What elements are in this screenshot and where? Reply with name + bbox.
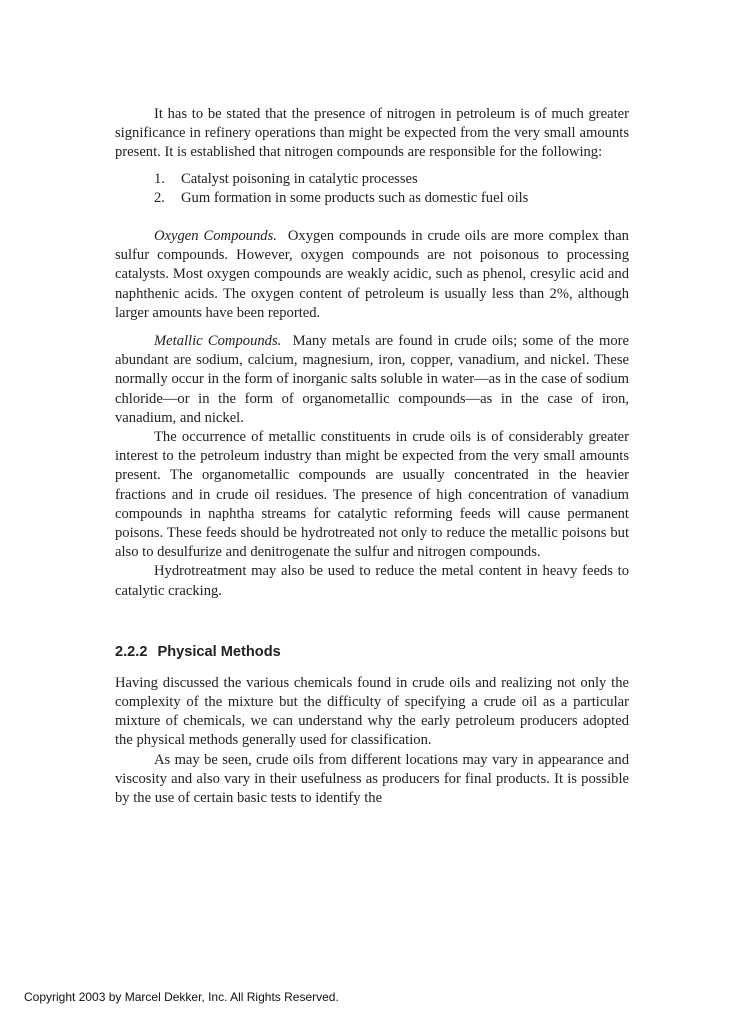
intro-paragraph: It has to be stated that the presence of nitrogen in petroleum is of much greater significance in refinery operations than might be expected from the very small amounts present. It is established that nitrogen compounds are responsible for the following: [115,106,629,161]
section-heading [115,643,629,662]
physical-methods-paragraph: Having discussed the various chemicals found in crude oils and realizing not only the complexity of the mixture but the difficulty of specifying a crude oil as a particular mixture of chemicals, we can understand why the early petroleum producers adopted the physical methods generally used for classification. [115,674,629,749]
oxygen-compounds-text: Oxygen compounds in crude oils are more complex than sulfur compounds. However, oxygen compounds are not poisonous to processing catalysts. Most oxygen compounds are weakly acidic, such as phenol, cresylic acid and naphthenic acids. The oxygen content of petroleum is usually less than 2%, although larger amounts have been reported. [115,228,629,321]
oxygen-compounds-heading: Oxygen Compounds. [154,228,277,245]
metallic-compounds-heading: Metallic Compounds. [154,333,282,350]
section-number: 2.2.2 [115,643,148,660]
oxygen-compounds-paragraph [115,227,629,323]
page-body [115,105,629,808]
hydrotreatment-paragraph: Hydrotreatment may also be used to reduce the metal content in heavy feeds to catalytic cracking. [115,563,629,599]
list-item [115,189,629,208]
list-item-number: 1. [154,170,165,187]
list-item-text: Catalyst poisoning in catalytic processes [181,170,418,187]
section-title: Physical Methods [157,643,281,660]
nitrogen-effects-list [115,170,629,208]
list-item-number: 2. [154,189,165,206]
copyright-footer: Copyright 2003 by Marcel Dekker, Inc. All Rights Reserved. [24,990,339,1004]
metallic-occurrence-paragraph: The occurrence of metallic constituents in crude oils is of considerably greater interest to the petroleum industry than might be expected from the very small amounts present. The organometallic compounds are usually concentrated in the heavier fractions and in crude oil residues. The presence of high concentration of vanadium compounds in naphtha streams for catalytic reforming feeds will cause permanent poisons. These feeds should be hydrotreated not only to reduce the metallic poisons but also to desulfurize and denitrogenate the sulfur and nitrogen compounds. [115,429,629,561]
list-item-text: Gum formation in some products such as domestic fuel oils [181,189,529,206]
metallic-compounds-paragraph [115,332,629,428]
physical-methods-paragraph-2: As may be seen, crude oils from different locations may vary in appearance and viscosity and also vary in their usefulness as producers for final products. It is possible by the use of certain basic tests to identify the [115,751,629,807]
list-item [115,170,629,189]
metallic-compounds-text: Many metals are found in crude oils; some of the more abundant are sodium, calcium, magnesium, iron, copper, vanadium, and nickel. These normally occur in the form of inorganic salts soluble in water—as in the case of sodium chloride—or in the form of organometallic compounds—as in the case of iron, vanadium, and nickel. [115,333,629,426]
